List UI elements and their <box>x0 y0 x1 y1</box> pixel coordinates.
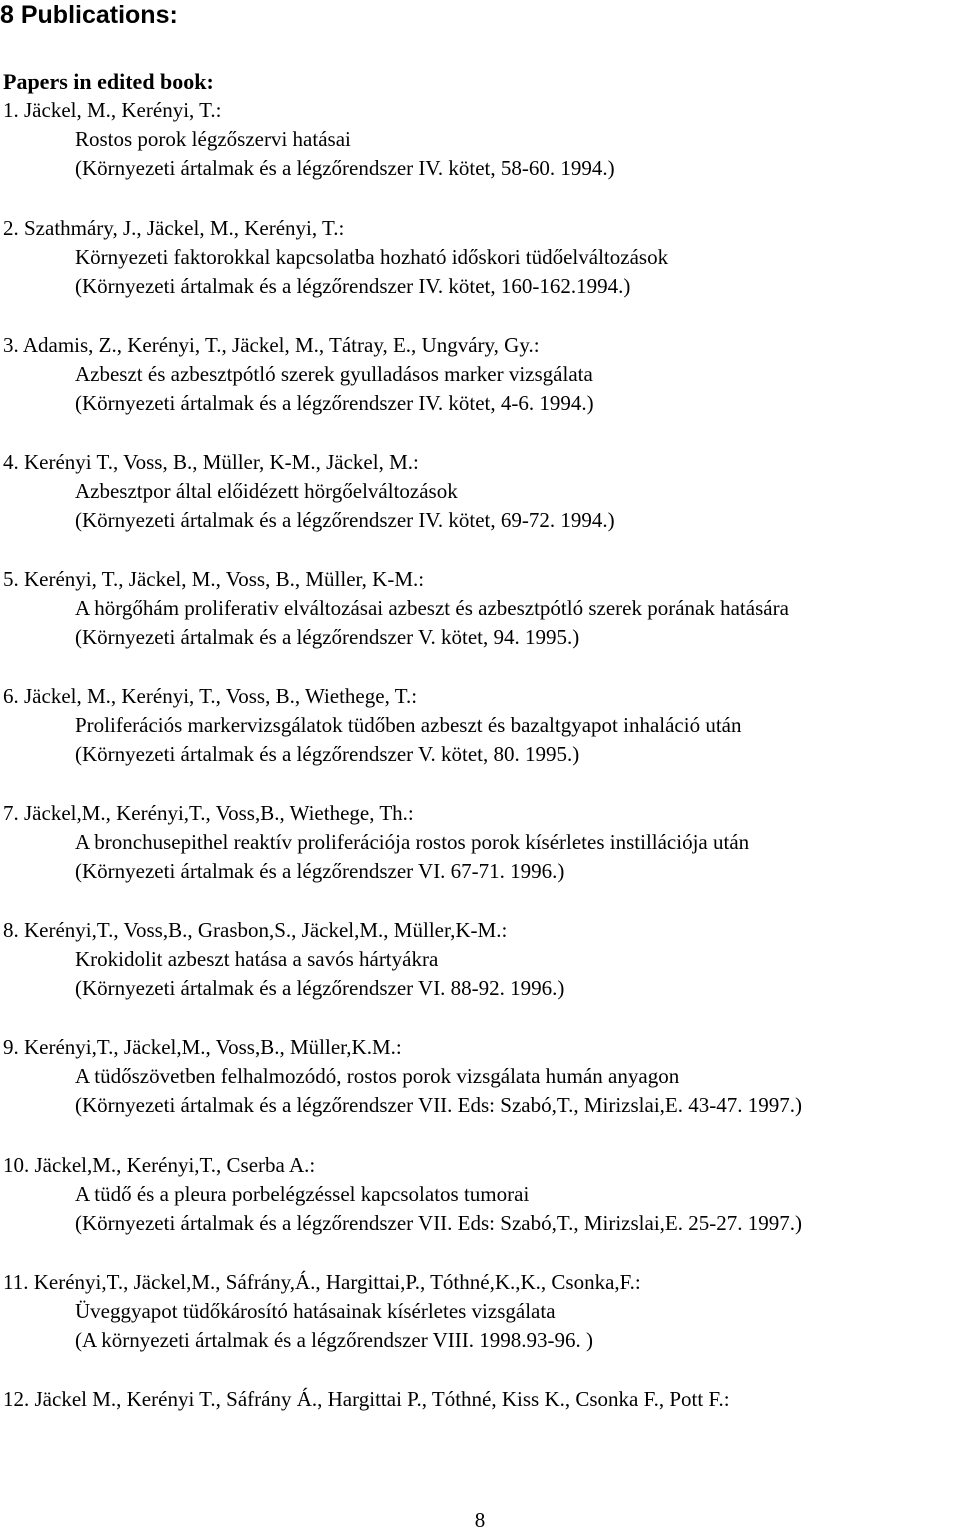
publication-2-source: (Környezeti ártalmak és a légzőrendszer IV. kötet, 160-162.1994.) <box>75 274 631 298</box>
publication-5-source: (Környezeti ártalmak és a légzőrendszer V. kötet, 94. 1995.) <box>75 625 580 649</box>
publication-4-title: Azbesztpor által előidézett hörgőelváltozások <box>75 479 458 503</box>
publication-11-source: (A környezeti ártalmak és a légzőrendszer VIII. 1998.93-96. ) <box>75 1328 593 1352</box>
publication-9-authors: 9. Kerényi,T., Jäckel,M., Voss,B., Müller,K.M.: <box>3 1035 402 1059</box>
publication-4-authors: 4. Kerényi T., Voss, B., Müller, K-M., Jäckel, M.: <box>3 450 419 474</box>
publication-7-authors: 7. Jäckel,M., Kerényi,T., Voss,B., Wiethege, Th.: <box>3 801 414 825</box>
publication-7-title: A bronchusepithel reaktív proliferációja rostos porok kísérletes instillációja után <box>75 830 750 854</box>
page-number: 8 <box>474 1508 486 1532</box>
publication-10-title: A tüdő és a pleura porbelégzéssel kapcsolatos tumorai <box>75 1182 530 1206</box>
publication-8-title: Krokidolit azbeszt hatása a savós hártyákra <box>75 947 439 971</box>
publication-5-authors: 5. Kerényi, T., Jäckel, M., Voss, B., Müller, K-M.: <box>3 567 425 591</box>
publication-1-authors: 1. Jäckel, M., Kerényi, T.: <box>3 98 222 122</box>
publication-3-source: (Környezeti ártalmak és a légzőrendszer IV. kötet, 4-6. 1994.) <box>75 391 594 415</box>
publication-6-source: (Környezeti ártalmak és a légzőrendszer V. kötet, 80. 1995.) <box>75 742 580 766</box>
publication-2-title: Környezeti faktorokkal kapcsolatba hozható időskori tüdőelváltozások <box>75 245 669 269</box>
publication-11-title: Üveggyapot tüdőkárosító hatásainak kísérletes vizsgálata <box>75 1299 556 1323</box>
publication-3-authors: 3. Adamis, Z., Kerényi, T., Jäckel, M., Tátray, E., Ungváry, Gy.: <box>3 333 540 357</box>
publication-10-authors: 10. Jäckel,M., Kerényi,T., Cserba A.: <box>3 1153 316 1177</box>
publication-1-source: (Környezeti ártalmak és a légzőrendszer IV. kötet, 58-60. 1994.) <box>75 156 615 180</box>
publication-6-authors: 6. Jäckel, M., Kerényi, T., Voss, B., Wiethege, T.: <box>3 684 418 708</box>
publication-5-title: A hörgőhám proliferativ elváltozásai azbeszt és azbesztpótló szerek porának hatására <box>75 596 789 620</box>
subsection-title: Papers in edited book: <box>3 69 214 94</box>
publication-10-source: (Környezeti ártalmak és a légzőrendszer VII. Eds: Szabó,T., Mirizslai,E. 25-27. 1997.) <box>75 1211 802 1235</box>
publication-7-source: (Környezeti ártalmak és a légzőrendszer VI. 67-71. 1996.) <box>75 859 565 883</box>
publication-4-source: (Környezeti ártalmak és a légzőrendszer IV. kötet, 69-72. 1994.) <box>75 508 615 532</box>
publication-3-title: Azbeszt és azbesztpótló szerek gyulladásos marker vizsgálata <box>75 362 593 386</box>
publication-6-title: Proliferációs markervizsgálatok tüdőben azbeszt és bazaltgyapot inhaláció után <box>75 713 742 737</box>
publication-8-authors: 8. Kerényi,T., Voss,B., Grasbon,S., Jäckel,M., Müller,K-M.: <box>3 918 508 942</box>
publication-8-source: (Környezeti ártalmak és a légzőrendszer VI. 88-92. 1996.) <box>75 976 565 1000</box>
publication-1-title: Rostos porok légzőszervi hatásai <box>75 127 351 151</box>
publication-11-authors: 11. Kerényi,T., Jäckel,M., Sáfrány,Á., Hargittai,P., Tóthné,K.,K., Csonka,F.: <box>3 1270 641 1294</box>
publication-9-title: A tüdőszövetben felhalmozódó, rostos porok vizsgálata humán anyagon <box>75 1064 680 1088</box>
publication-2-authors: 2. Szathmáry, J., Jäckel, M., Kerényi, T.: <box>3 216 345 240</box>
section-title: 8 Publications: <box>0 1 178 29</box>
publication-9-source: (Környezeti ártalmak és a légzőrendszer VII. Eds: Szabó,T., Mirizslai,E. 43-47. 1997.) <box>75 1093 802 1117</box>
publication-12-authors: 12. Jäckel M., Kerényi T., Sáfrány Á., Hargittai P., Tóthné, Kiss K., Csonka F., Pott F.: <box>3 1387 730 1411</box>
